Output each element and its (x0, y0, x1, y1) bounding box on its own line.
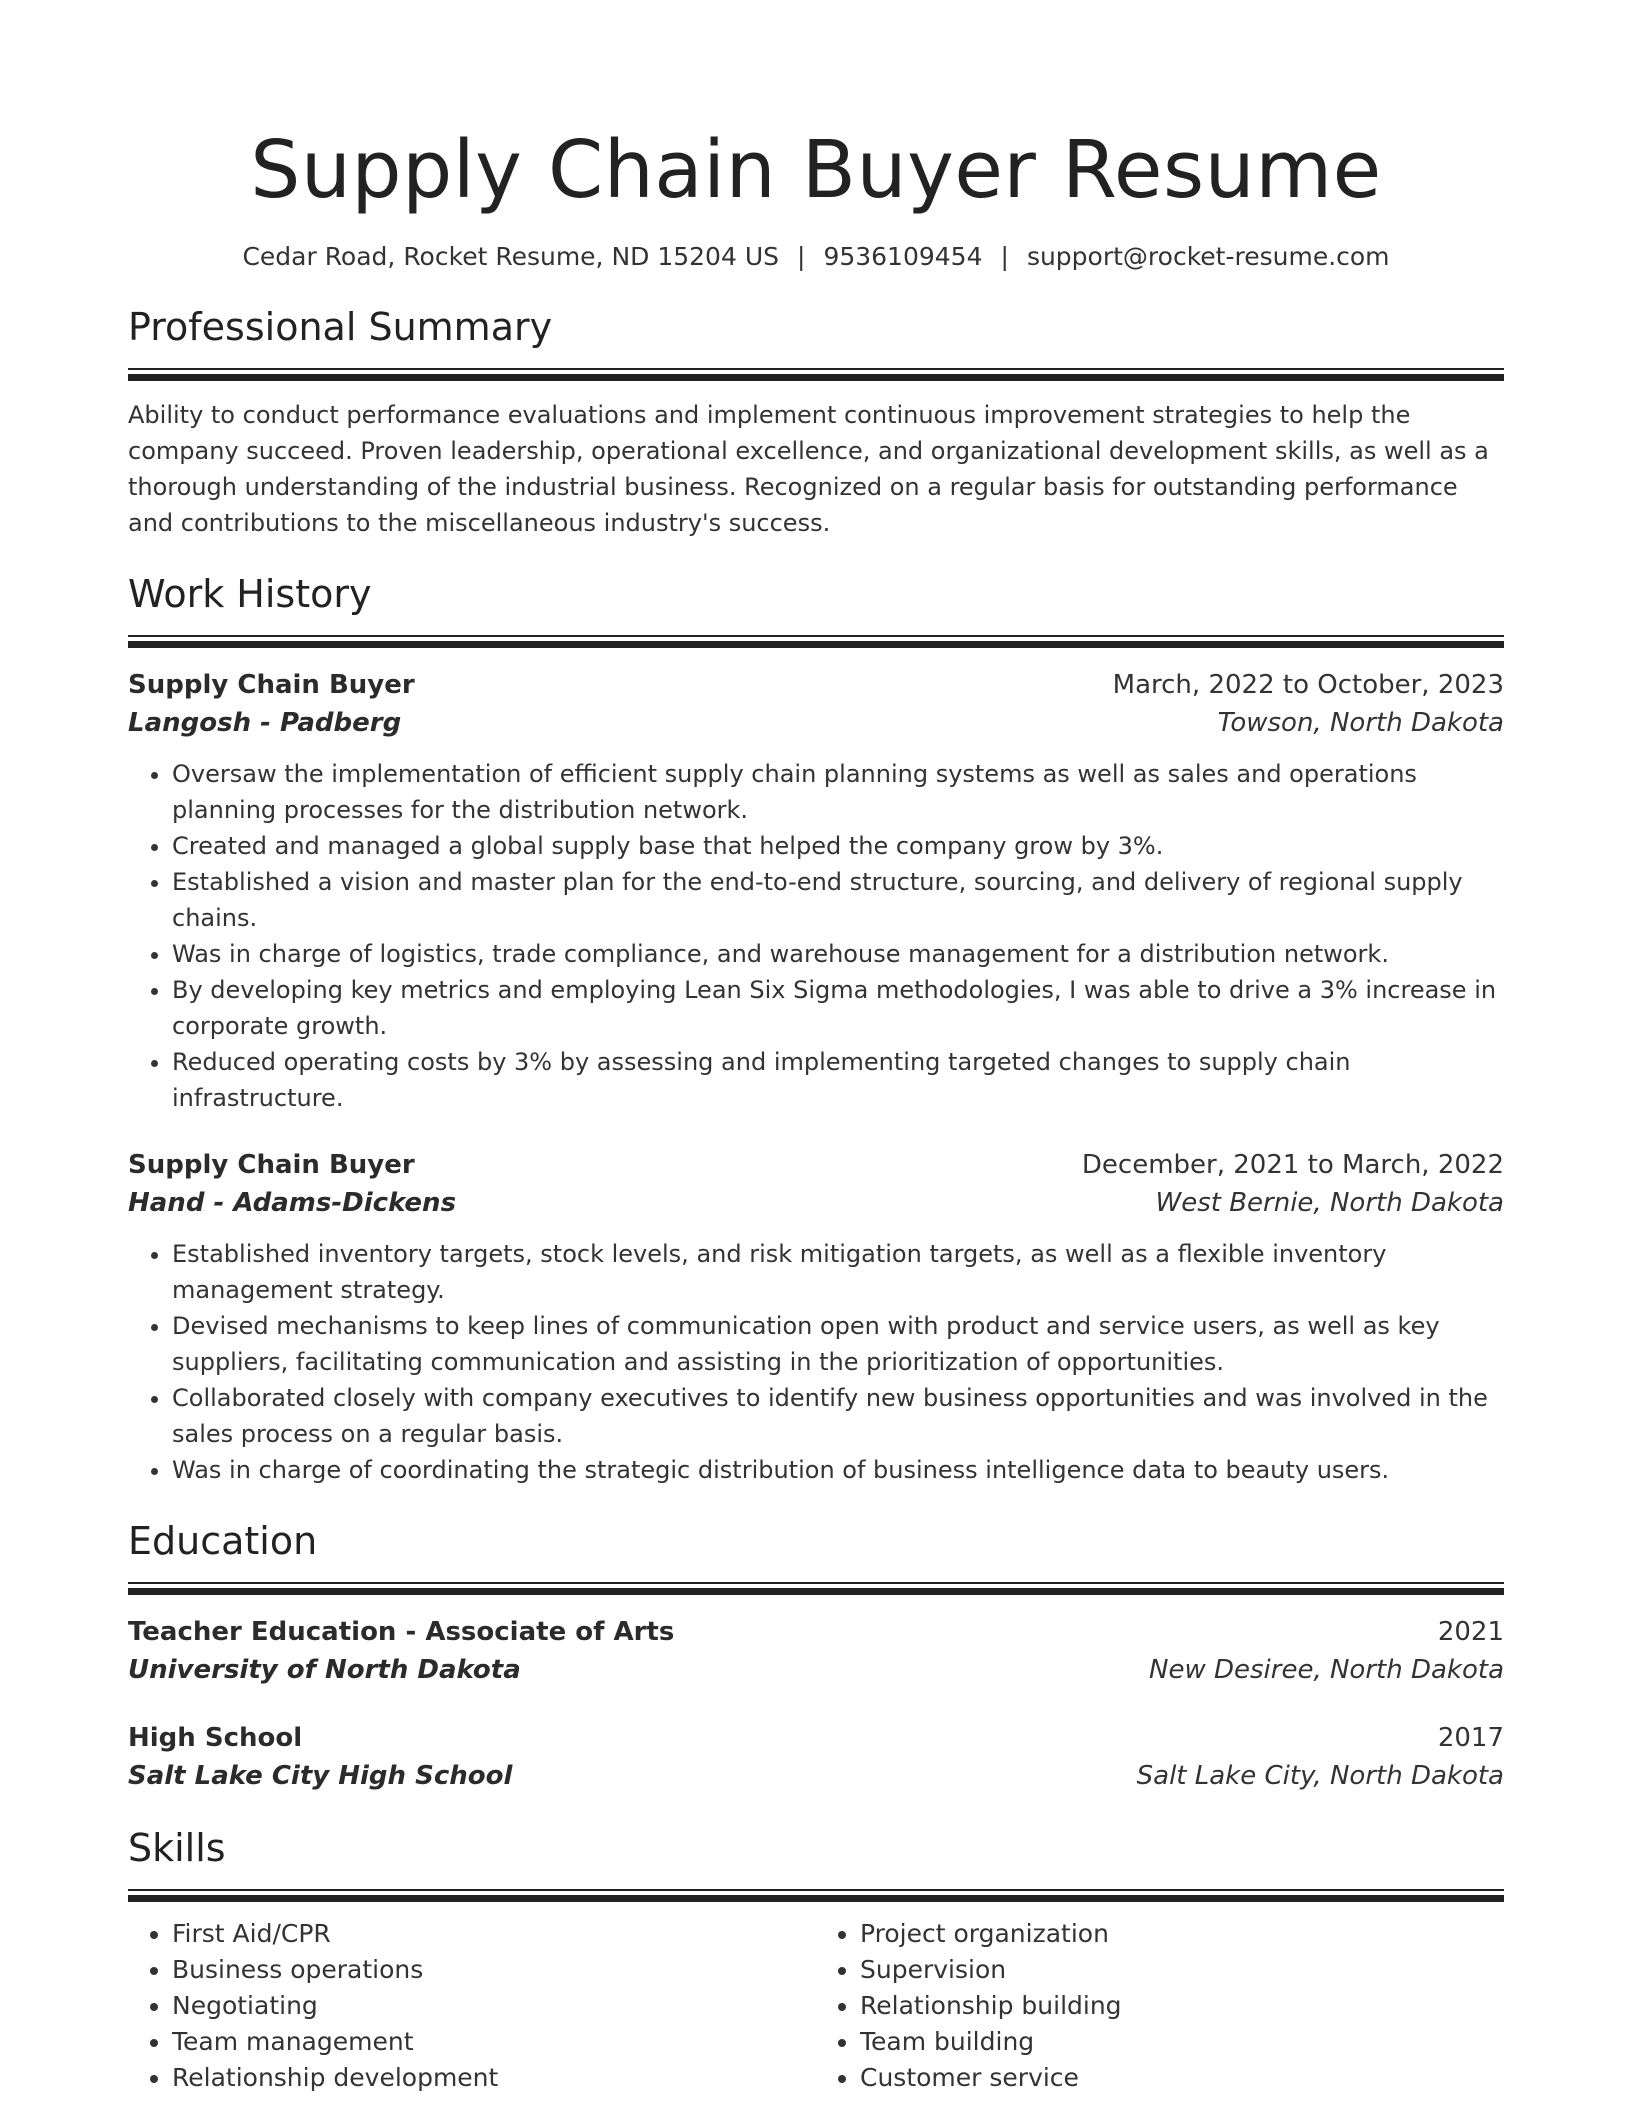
education-school: Salt Lake City High School (128, 1761, 513, 1791)
education-entry (128, 1613, 1504, 1689)
list-item: • Established a vision and master plan for the end-to-end structure, sourcing, and delivery of regional supply chains. (172, 864, 1504, 936)
list-item: • Established inventory targets, stock levels, and risk mitigation targets, as well as a flexible inventory management strategy. (172, 1236, 1504, 1308)
job-entry (128, 1146, 1504, 1488)
resume-title: Supply Chain Buyer Resume (250, 124, 1382, 216)
section-education (128, 1516, 1504, 1795)
section-title: Work History (128, 572, 372, 616)
education-degree: High School (128, 1723, 303, 1753)
job-location: Towson, North Dakota (1217, 708, 1504, 738)
contact-separator: | (797, 242, 806, 271)
list-item: • By developing key metrics and employing Lean Six Sigma methodologies, I was able to drive a 3% increase in corporate growth. (172, 972, 1504, 1044)
job-company: Langosh - Padberg (128, 708, 402, 738)
list-item: • Reduced operating costs by 3% by assessing and implementing targeted changes to supply chain infrastructure. (172, 1044, 1504, 1116)
skills-list (128, 1916, 816, 2096)
section-skills (128, 1823, 1504, 2096)
list-item: • Team building (860, 2024, 1504, 2060)
job-location: West Bernie, North Dakota (1155, 1188, 1504, 1218)
job-entry (128, 666, 1504, 1116)
list-item: • Negotiating (172, 1988, 816, 2024)
job-dates: March, 2022 to October, 2023 (1112, 670, 1504, 700)
list-item: • Created and managed a global supply base that helped the company grow by 3%. (172, 828, 1504, 864)
section-divider (128, 635, 1504, 648)
list-item: • Relationship development (172, 2060, 816, 2096)
summary-text: Ability to conduct performance evaluations and implement continuous improvement strategies to help the company succeed. Proven leadership, operational excellence, and organizational development skills, as well as a thorough understanding of the industrial business. Recognized on a regular basis for outstanding performance and contributions to the miscellaneous industry's success. (128, 401, 1489, 537)
skills-column-right (816, 1916, 1504, 2096)
contact-line (128, 240, 1504, 274)
contact-email: support@rocket-resume.com (1026, 242, 1390, 271)
job-role: Supply Chain Buyer (128, 1150, 415, 1180)
list-item: • Oversaw the implementation of efficient supply chain planning systems as well as sales and operations planning processes for the distribution network. (172, 756, 1504, 828)
section-title: Skills (128, 1826, 226, 1870)
list-item: • Supervision (860, 1952, 1504, 1988)
list-item: • Customer service (860, 2060, 1504, 2096)
section-divider (128, 1582, 1504, 1595)
contact-phone: 9536109454 (823, 242, 983, 271)
education-year: 2021 (1437, 1617, 1504, 1647)
section-divider (128, 368, 1504, 381)
list-item: • Team management (172, 2024, 816, 2060)
list-item: • Project organization (860, 1916, 1504, 1952)
education-location: New Desiree, North Dakota (1149, 1655, 1504, 1685)
contact-separator: | (1000, 242, 1009, 271)
list-item: • Business operations (172, 1952, 816, 1988)
education-degree: Teacher Education - Associate of Arts (128, 1617, 675, 1647)
job-bullets (128, 756, 1504, 1116)
education-entry (128, 1719, 1504, 1795)
list-item: • Devised mechanisms to keep lines of communication open with product and service users, as well as key suppliers, facilitating communication and assisting in the prioritization of opportunities. (172, 1308, 1504, 1380)
job-bullets (128, 1236, 1504, 1488)
skills-grid (128, 1916, 1504, 2096)
job-dates: December, 2021 to March, 2022 (1081, 1150, 1504, 1180)
contact-address: Cedar Road, Rocket Resume, ND 15204 US (242, 242, 779, 271)
section-professional-summary (128, 302, 1504, 541)
section-title: Professional Summary (128, 305, 553, 349)
education-year: 2017 (1437, 1723, 1504, 1753)
section-work-history (128, 569, 1504, 1488)
list-item: • Was in charge of coordinating the strategic distribution of business intelligence data to beauty users. (172, 1452, 1504, 1488)
skills-column-left (128, 1916, 816, 2096)
education-location: Salt Lake City, North Dakota (1136, 1761, 1504, 1791)
job-role: Supply Chain Buyer (128, 670, 415, 700)
list-item: • First Aid/CPR (172, 1916, 816, 1952)
section-divider (128, 1889, 1504, 1902)
list-item: • Collaborated closely with company executives to identify new business opportunities and was involved in the sales process on a regular basis. (172, 1380, 1504, 1452)
section-title: Education (128, 1519, 318, 1563)
skills-list (816, 1916, 1504, 2096)
list-item: • Relationship building (860, 1988, 1504, 2024)
list-item: • Was in charge of logistics, trade compliance, and warehouse management for a distribution network. (172, 936, 1504, 972)
job-company: Hand - Adams-Dickens (128, 1188, 457, 1218)
education-school: University of North Dakota (128, 1655, 521, 1685)
